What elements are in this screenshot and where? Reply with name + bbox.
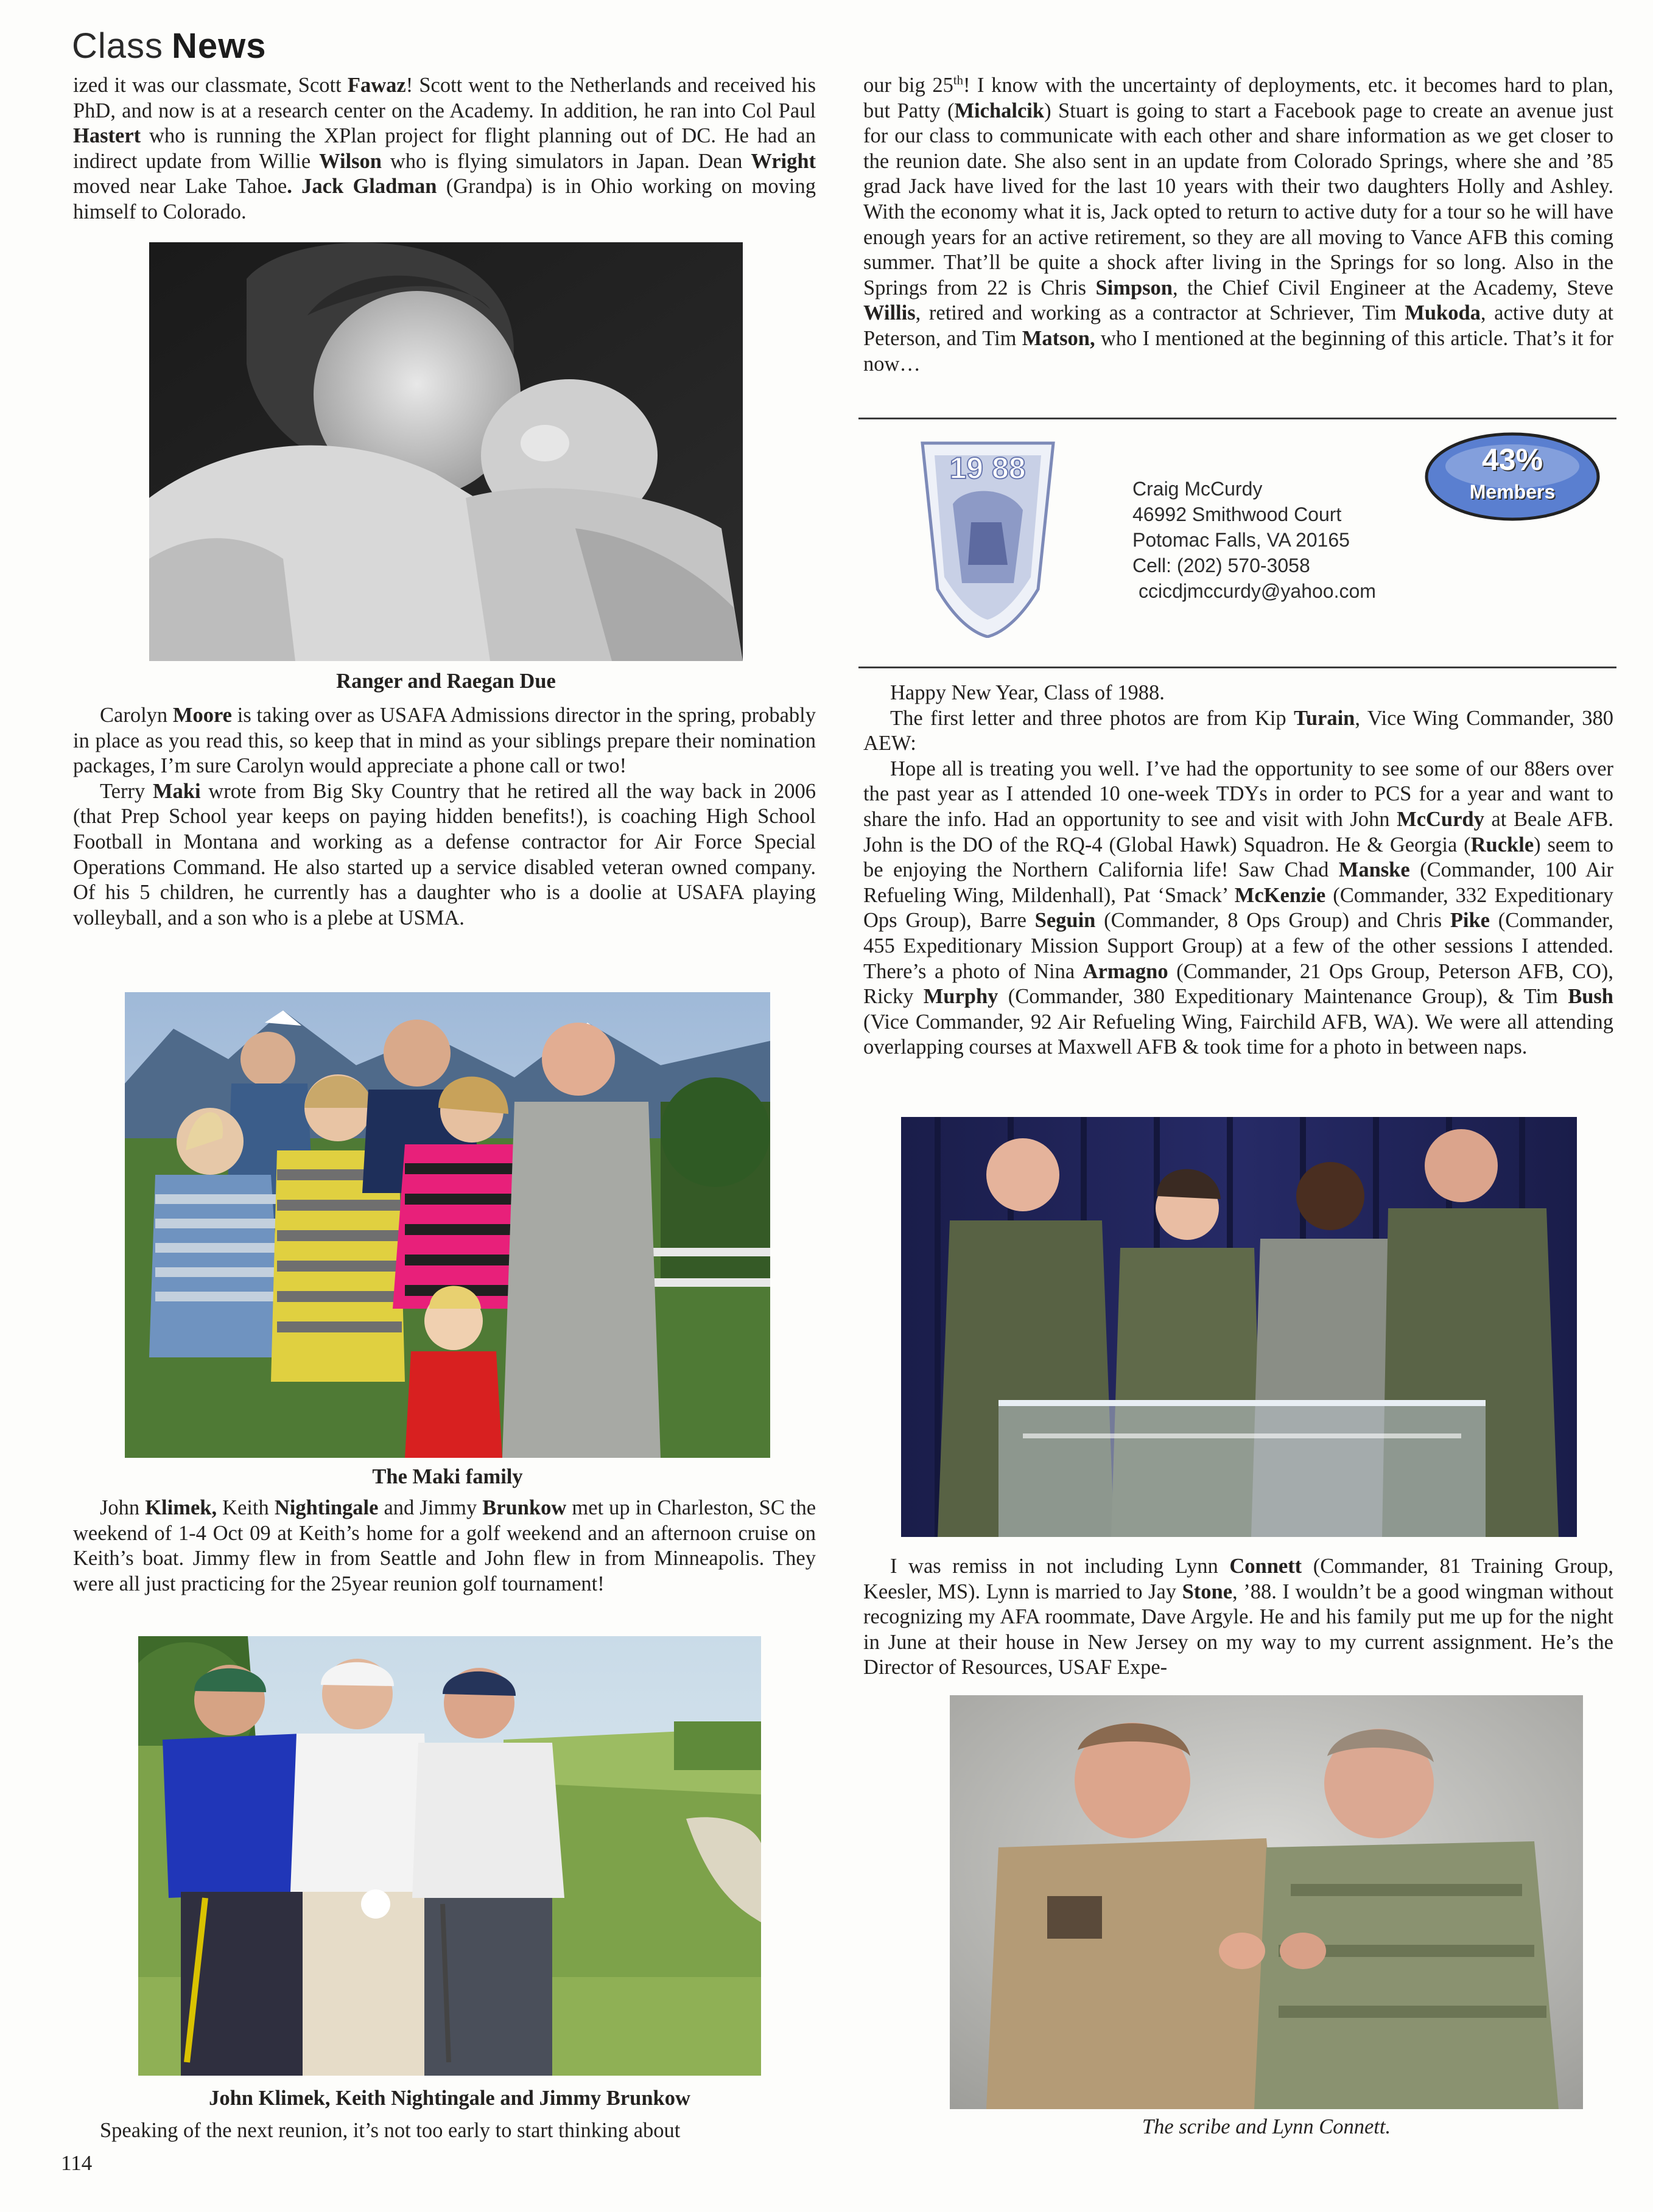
paragraph xyxy=(863,73,1613,377)
text-segment: Murphy xyxy=(923,985,998,1009)
section-header xyxy=(72,22,267,71)
text-segment: Mukoda xyxy=(1405,301,1481,325)
text-segment: Simpson xyxy=(1095,276,1173,299)
photo-baby xyxy=(149,242,743,661)
text-segment: McKenzie xyxy=(1234,883,1326,907)
text-segment: Michalcik xyxy=(954,99,1045,122)
left-last-text xyxy=(73,2118,816,2144)
left-middle-text xyxy=(73,703,816,931)
contact-cell: Cell: (202) 570-3058 xyxy=(1132,555,1310,576)
text-segment: Brunkow xyxy=(482,1496,567,1519)
text-segment: Hastert xyxy=(73,124,141,148)
text-segment: Terry xyxy=(100,779,153,803)
text-segment: (Commander, 21 Ops Group, Peterson AFB, CO), Ricky xyxy=(863,959,1613,1009)
text-segment: ! Scott went to the Netherlands and received his PhD, and now is at a research center on the Academy. In addition, he ran into Col Paul xyxy=(73,74,816,122)
text-segment: (Commander, 100 Air Refueling Wing, Mildenhall), Pat ‘Smack’ xyxy=(863,858,1613,907)
paragraph xyxy=(73,2118,816,2144)
header-word-class: Class xyxy=(72,26,164,66)
text-segment: , retired and working as a contractor at Schriever, Tim xyxy=(915,301,1405,325)
text-segment: ) seem to be enjoying the Northern California life! Saw Chad xyxy=(863,833,1614,882)
text-segment: Connett xyxy=(1229,1555,1302,1578)
caption-family: The Maki family xyxy=(372,1465,523,1488)
text-segment: , the Chief Civil Engineer at the Academy, Steve xyxy=(1173,276,1613,299)
paragraph xyxy=(73,779,816,931)
text-segment: (Vice Commander, 92 Air Refueling Wing, Fairchild AFB, WA). We were all attending overlapping courses at Maxwell AFB & took time for a photo in between naps. xyxy=(863,1010,1613,1059)
left-golf-text xyxy=(73,1496,816,1597)
text-segment: Jack Gladman xyxy=(301,175,437,198)
paragraph xyxy=(863,681,1613,706)
text-segment: Pike xyxy=(1450,909,1490,933)
text-segment: wrote from Big Sky Country that he retired all the way back in 2006 (that Prep School year keeps on paying hidden benefits!), is coaching High School Football in Montana and working as a defense contractor for Air Force Special Operations Command. He also started up a service disabled veteran owned company. Of his 5 children, he currently has a daughter who is a doolie at USAFA playing volleyball, and a son who is a plebe at USMA. xyxy=(73,779,816,929)
text-segment: (Commander, 8 Ops Group) and Chris xyxy=(1095,909,1450,933)
contact-email[interactable]: ccicdjmccurdy@yahoo.com xyxy=(1139,580,1376,602)
paragraph xyxy=(863,1554,1613,1681)
right-continued-text xyxy=(863,73,1613,377)
text-segment: (Commander, 455 Expeditionary Mission Support Group) at a few of the other sessions I attended. There’s a photo of Nina xyxy=(863,909,1613,983)
text-segment: Stone xyxy=(1182,1580,1233,1603)
text-segment: our big 25 xyxy=(863,74,953,97)
divider-bottom xyxy=(858,667,1616,668)
paragraph xyxy=(863,706,1613,757)
text-segment: at Beale AFB. John is the DO of the RQ-4 (Global Hawk) Squadron. He & Georgia ( xyxy=(863,807,1613,856)
badge-label: Members xyxy=(1469,481,1556,503)
text-segment: Bush xyxy=(1568,985,1613,1009)
crest-year: 19 88 xyxy=(949,451,1026,485)
text-segment: ! I know with the uncertainty of deployments, etc. it becomes hard to plan, but Patty ( xyxy=(863,74,1613,122)
text-segment: , Vice Wing Commander, 380 AEW: xyxy=(863,706,1613,755)
paragraph xyxy=(73,703,816,779)
text-segment: McCurdy xyxy=(1397,807,1484,831)
caption-golf: John Klimek, Keith Nightingale and Jimmy Brunkow xyxy=(209,2087,690,2110)
text-segment: who is running the XPlan project for flight planning out of DC. He had an indirect update from Willie xyxy=(73,124,816,173)
text-segment: , active duty at Peterson, and Tim xyxy=(863,301,1614,350)
text-segment: Fawaz xyxy=(347,74,406,97)
right-letter-text xyxy=(863,681,1613,1060)
text-segment: ized it was our classmate, Scott xyxy=(73,74,348,97)
contact-street: 46992 Smithwood Court xyxy=(1132,503,1342,525)
text-segment: Manske xyxy=(1338,858,1410,882)
text-segment: Happy New Year, Class of 1988. xyxy=(890,681,1165,704)
text-segment: Maki xyxy=(152,779,201,803)
text-segment xyxy=(292,175,301,198)
header-word-news: News xyxy=(172,26,267,66)
text-segment: Klimek, xyxy=(145,1496,217,1519)
text-segment: John xyxy=(100,1496,146,1519)
text-segment: Speaking of the next reunion, it’s not too early to start thinking about xyxy=(100,2119,681,2142)
text-segment: is taking over as USAFA Admissions director in the spring, probably in place as you read this, so keep that in mind as your siblings prepare their nomination packages, I’m sure Carolyn would appreciate a phone call or two! xyxy=(73,704,816,778)
class-crest xyxy=(916,437,1059,638)
divider-top xyxy=(858,418,1616,419)
photo-maki-family xyxy=(125,992,770,1458)
text-segment: (Commander, 380 Expeditionary Maintenance Group), & Tim xyxy=(998,985,1568,1009)
text-segment: I was remiss in not including Lynn xyxy=(890,1555,1230,1578)
badge-percent: 43% xyxy=(1481,443,1543,477)
text-segment: Carolyn xyxy=(100,704,173,727)
contact-block xyxy=(1132,476,1413,604)
photo-four-officers xyxy=(901,1117,1577,1537)
page-number: 114 xyxy=(61,2151,93,2175)
text-segment: who is flying simulators in Japan. Dean xyxy=(382,149,751,173)
text-segment: Keith xyxy=(217,1496,275,1519)
text-segment: and Jimmy xyxy=(378,1496,483,1519)
caption-scribe: The scribe and Lynn Connett. xyxy=(1142,2115,1391,2138)
text-segment: (Grandpa) is in Ohio working on moving himself to Colorado. xyxy=(73,175,816,223)
left-intro-text xyxy=(73,73,816,225)
text-segment: who I mentioned at the beginning of this article. That’s it for now… xyxy=(863,326,1613,376)
text-segment: Wilson xyxy=(319,149,382,173)
paragraph xyxy=(863,757,1613,1060)
text-segment: . xyxy=(287,175,292,198)
right-bottom-text xyxy=(863,1554,1613,1681)
membership-badge xyxy=(1423,431,1601,522)
text-segment: Nightingale xyxy=(274,1496,379,1519)
photo-scribe-and-connett xyxy=(950,1695,1583,2109)
text-segment: Ruckle xyxy=(1470,833,1534,856)
text-segment: Turain xyxy=(1293,706,1355,730)
text-segment: (Commander, 81 Training Group, Keesler, MS). Lynn is married to Jay xyxy=(863,1555,1613,1603)
text-segment: Armagno xyxy=(1083,959,1168,983)
text-segment: met up in Charleston, SC the weekend of 1-4 Oct 09 at Keith’s home for a golf weekend and an afternoon cruise on Keith’s boat. Jimmy flew in from Seattle and John flew in from Minneapolis. They were all just practicing for the 25year reunion golf tournament! xyxy=(73,1496,816,1595)
text-segment: The first letter and three photos are from Kip xyxy=(890,706,1294,730)
text-segment: , ’88. I wouldn’t be a good wingman without recognizing my AFA roommate, Dave Argyle. He and his family put me up for the night in June at their house in New Jersey on my way to my current assignment. He’s the Director of Resources, USAF Expe- xyxy=(863,1580,1613,1679)
contact-city: Potomac Falls, VA 20165 xyxy=(1132,529,1350,551)
text-segment: moved near Lake Tahoe xyxy=(73,175,287,198)
text-segment: (Commander, 332 Expeditionary Ops Group), Barre xyxy=(863,883,1613,933)
caption-baby: Ranger and Raegan Due xyxy=(336,670,556,693)
text-segment: Willis xyxy=(863,301,916,325)
text-segment: Matson, xyxy=(1022,326,1095,350)
text-segment: Moore xyxy=(172,704,232,727)
text-segment: Hope all is treating you well. I’ve had the opportunity to see some of our 88ers over the past year as I attended 10 one-week TDYs in order to PCS for a year and want to share the info. Had an opportunity to see and visit with John xyxy=(863,757,1613,831)
paragraph xyxy=(73,1496,816,1597)
text-segment: Seguin xyxy=(1034,909,1096,933)
text-segment: th xyxy=(953,74,963,88)
paragraph xyxy=(73,73,816,225)
contact-name: Craig McCurdy xyxy=(1132,478,1263,500)
photo-golf xyxy=(138,1636,761,2076)
text-segment: Wright xyxy=(751,149,816,173)
text-segment: ) Stuart is going to start a Facebook page to create an avenue just for our class to communicate with each other and share information as we get closer to the reunion date. She also sent in an update from Colorado Springs, where she and ’85 grad Jack have lived for the last 10 years with their two daughters Holly and Ashley. With the economy what it is, Jack opted to return to active duty for a tour so he will have enough years for an active retirement, so they are all moving to Vance AFB this coming summer. That’ll be quite a shock after living in the Springs for so long. Also in the Springs from 22 is Chris xyxy=(863,99,1613,299)
